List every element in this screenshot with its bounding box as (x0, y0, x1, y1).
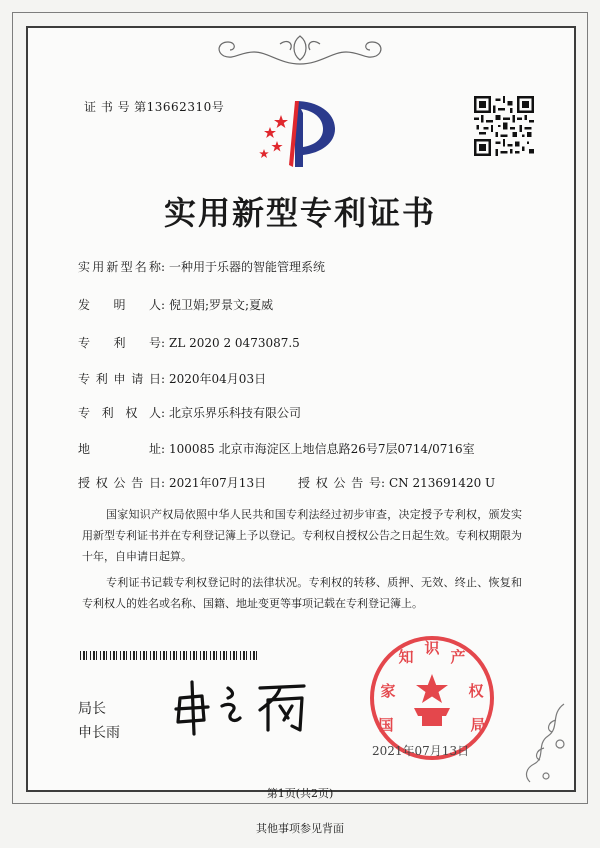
patent-number-value: ZL 2020 2 0473087.5 (169, 336, 300, 350)
field-inventors: 发明人: 倪卫娟;罗景文;夏威 (78, 298, 274, 312)
utility-model-name-label: 实用新型名称 (78, 260, 161, 274)
filing-date-value: 2020年04月03日 (169, 372, 267, 386)
address-value: 100085 北京市海淀区上地信息路26号7层0714/0716室 (169, 442, 475, 456)
certificate-number (84, 98, 228, 115)
svg-text:国: 国 (378, 716, 394, 734)
grant-number-value: CN 213691420 U (389, 476, 496, 490)
svg-text:识: 识 (424, 639, 440, 657)
utility-model-name-value: 一种用于乐器的智能管理系统 (169, 260, 326, 274)
address-label: 地址 (78, 442, 161, 456)
grant-date-value: 2021年07月13日 (169, 476, 267, 490)
certificate-title: 实用新型专利证书 (163, 194, 436, 232)
field-grant-number: 授权公告号: CN 213691420 U (298, 476, 496, 490)
barcode-icon (80, 651, 260, 660)
field-patent-number: 专利号: ZL 2020 2 0473087.5 (78, 336, 300, 350)
qr-code-icon (474, 96, 534, 156)
grant-number-label: 授权公告号 (298, 476, 381, 490)
field-grant-date: 授权公告日: 2021年07月13日 (78, 476, 267, 490)
svg-text:局: 局 (470, 716, 486, 734)
director-name: 申长雨 (78, 725, 120, 741)
svg-text:家: 家 (380, 682, 396, 700)
grant-statement-paragraph: 国家知识产权局依照中华人民共和国专利法经过初步审查，决定授予专利权，颁发实用新型专利证书并在专利登记簿上予以登记。专利权自授权公告之日起生效。专利权期限为十年，自申请日起算。 (82, 508, 522, 563)
grant-date-label: 授权公告日 (78, 476, 161, 490)
svg-text:产: 产 (450, 648, 466, 666)
patentee-value: 北京乐界乐科技有限公司 (169, 406, 302, 420)
patent-office-logo-icon (255, 95, 345, 175)
inventors-label: 发明人 (78, 298, 161, 312)
svg-text:知: 知 (398, 648, 414, 666)
field-patentee: 专利权人: 北京乐界乐科技有限公司 (78, 406, 302, 420)
certificate-number-value: 第13662310号 (134, 100, 225, 114)
director-signature-icon (168, 676, 318, 738)
field-address: 地址: 100085 北京市海淀区上地信息路26号7层0714/0716室 (78, 442, 475, 456)
certificate-number-label: 证 书 号 (84, 100, 131, 114)
inventors-value: 倪卫娟;罗景文;夏威 (169, 298, 274, 312)
corner-ornament-icon (520, 700, 570, 786)
footer-note: 其他事项参见背面 (256, 822, 344, 835)
field-utility-model-name: 实用新型名称: 一种用于乐器的智能管理系统 (78, 260, 326, 274)
filing-date-label: 专利申请日 (78, 372, 161, 386)
director-title: 局长 (78, 701, 106, 717)
patent-number-label: 专利号 (78, 336, 161, 350)
legal-status-paragraph: 专利证书记载专利权登记时的法律状况。专利权的转移、质押、无效、终止、恢复和专利权人的姓名或名称、国籍、地址变更等事项记载在专利登记簿上。 (82, 576, 522, 610)
svg-text:权: 权 (468, 682, 484, 700)
page-indicator: 第1页(共2页) (266, 787, 334, 800)
patentee-label: 专利权人 (78, 406, 161, 420)
seal-date: 2021年07月13日 (372, 744, 470, 758)
top-ornament-icon (210, 30, 390, 68)
field-filing-date: 专利申请日: 2020年04月03日 (78, 372, 267, 386)
